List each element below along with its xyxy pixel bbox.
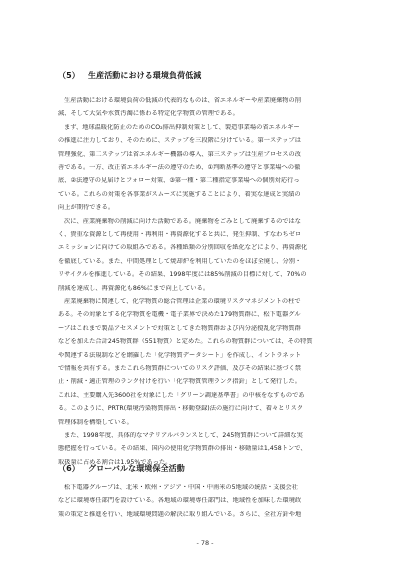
paragraph-line: これは、主要購入先3600社を対象にした「グリーン調達基準書」の中核をなすものであ <box>58 391 305 399</box>
paragraph-line: ープはこれまで製品アセスメントで対策としてきた物質群および内分泌撹乱化学物質群 <box>58 324 301 332</box>
paragraph-line: などに環境専任部門を設けている。各地域の環境専任部門は、地域性を加味した環境政 <box>58 497 302 505</box>
section-5-number: （5） <box>58 71 80 80</box>
paragraph-line: で情報を共有する。またこれら物質群についてのリスク評価、及びその結果に基づく禁 <box>58 365 302 372</box>
page-number: - 78 - <box>196 539 214 547</box>
paragraph-line: 産業廃棄物に関連して、化学物質の総合管理は企業の環境リスクマネジメントの柱で <box>64 298 301 305</box>
paragraph-line: 態把握を行っている。その結果、国内の使用化学物質群の排出・移動量は1,458トンで、 <box>58 445 307 453</box>
paragraph-line: や関連する法規制などを網羅した「化学物質データシート」を作成し、イントラネット <box>58 351 302 359</box>
section-6-number: （6） <box>58 464 80 473</box>
paragraph-line: 向上が期待できる。 <box>58 204 115 212</box>
section-5-heading <box>58 70 201 81</box>
paragraph-line: 生産活動における環境負荷の低減の代表的なものは、省エネルギーや産業廃棄物の削 <box>64 97 302 104</box>
paragraph-line: 善である。一方、改正省エネルギー法の遵守のため、①判断基準の遵守と事業場への徹 <box>58 164 301 171</box>
section-6-heading <box>58 463 185 474</box>
paragraph-line: エミッションに向けての取組みである。各種紙類の分別回収を紙化などにより、再資源化 <box>58 244 308 252</box>
paragraph-line: を徹底している。また、中間処理として焼却炉を利用していたのをほぼ全廃し、分別・ <box>58 257 302 265</box>
paragraph-line: 策の策定と推進を行い、地域環境問題の解決に取り組んでいる。さらに、全社方針や地 <box>58 510 302 518</box>
paragraph-line: 次に、産業廃棄物の削減に向けた活動である。廃棄物をごみとして廃棄するのではな <box>64 217 302 225</box>
paragraph-line: ている。これらの対策を各事業がスムーズに実施することにより、着実な達成と実績の <box>58 190 301 198</box>
paragraph-line: まず、地球温暖化防止のためのCO₂排出抑制対策として、製造事業場の省エネルギー <box>64 123 300 131</box>
paragraph-line: 削減を達成し、再資源化も86%にまで向上している。 <box>58 284 210 292</box>
paragraph-line: 管理強化、第二ステップは省エネルギー機器の導入、第三ステップは生産プロセスの改 <box>58 150 302 158</box>
paragraph-line: 止・削減・適正管理のランク付けを行い「化学物質管理ランク指針」として発行した。 <box>58 378 302 386</box>
paragraph-line: 松下電器グループは、北米・欧州・アジア・中国・中南米の5地域の統括・支援会社 <box>64 484 299 491</box>
paragraph-line: る。このように、PRTR(環境汚染物質排出・移動登録)法の施行に向けて、着々とリスク <box>58 405 304 413</box>
paragraph-line: の推進に注力しており、そのために、ステップを三段階に分けている。第一ステップは <box>58 137 302 145</box>
paragraph-line: 底、②法遵守の見届けとフォロー対策、③第一種・第二種指定事業場への個別対応行っ <box>58 177 300 185</box>
paragraph-line: ある。その対象とする化学物質を電機・電子業界で決めた179物質群に、松下電器グル <box>58 311 301 319</box>
paragraph-line: く、貴重な資源として再使用・再利用・再資源化すると共に、発生抑制、すなわちゼロ <box>58 231 302 238</box>
paragraph-line: などを加えた合計245物質群（551物質）と定めた。これらの物質群については、その特質 <box>58 338 313 346</box>
paragraph-line: リサイクルを推進している。その結果、1998年度には85%削減の目標に対して、70%の <box>58 271 307 279</box>
section-6-title: グローバルな環境保全活動 <box>88 464 185 473</box>
paragraph-line: 管理体制を構築している。 <box>58 418 133 426</box>
paragraph-line: 取扱量に占める割合は1.95%であった。 <box>58 458 172 466</box>
paragraph-line: 減、そして大気や水質汚濁に係わる特定化学物質の管理である。 <box>58 110 239 118</box>
paragraph-line: また、1998年度、具体的なマテリアルバランスとして、245物質群について詳細な実 <box>64 432 303 439</box>
section-5-title: 生産活動における環境負荷低減 <box>88 71 202 80</box>
